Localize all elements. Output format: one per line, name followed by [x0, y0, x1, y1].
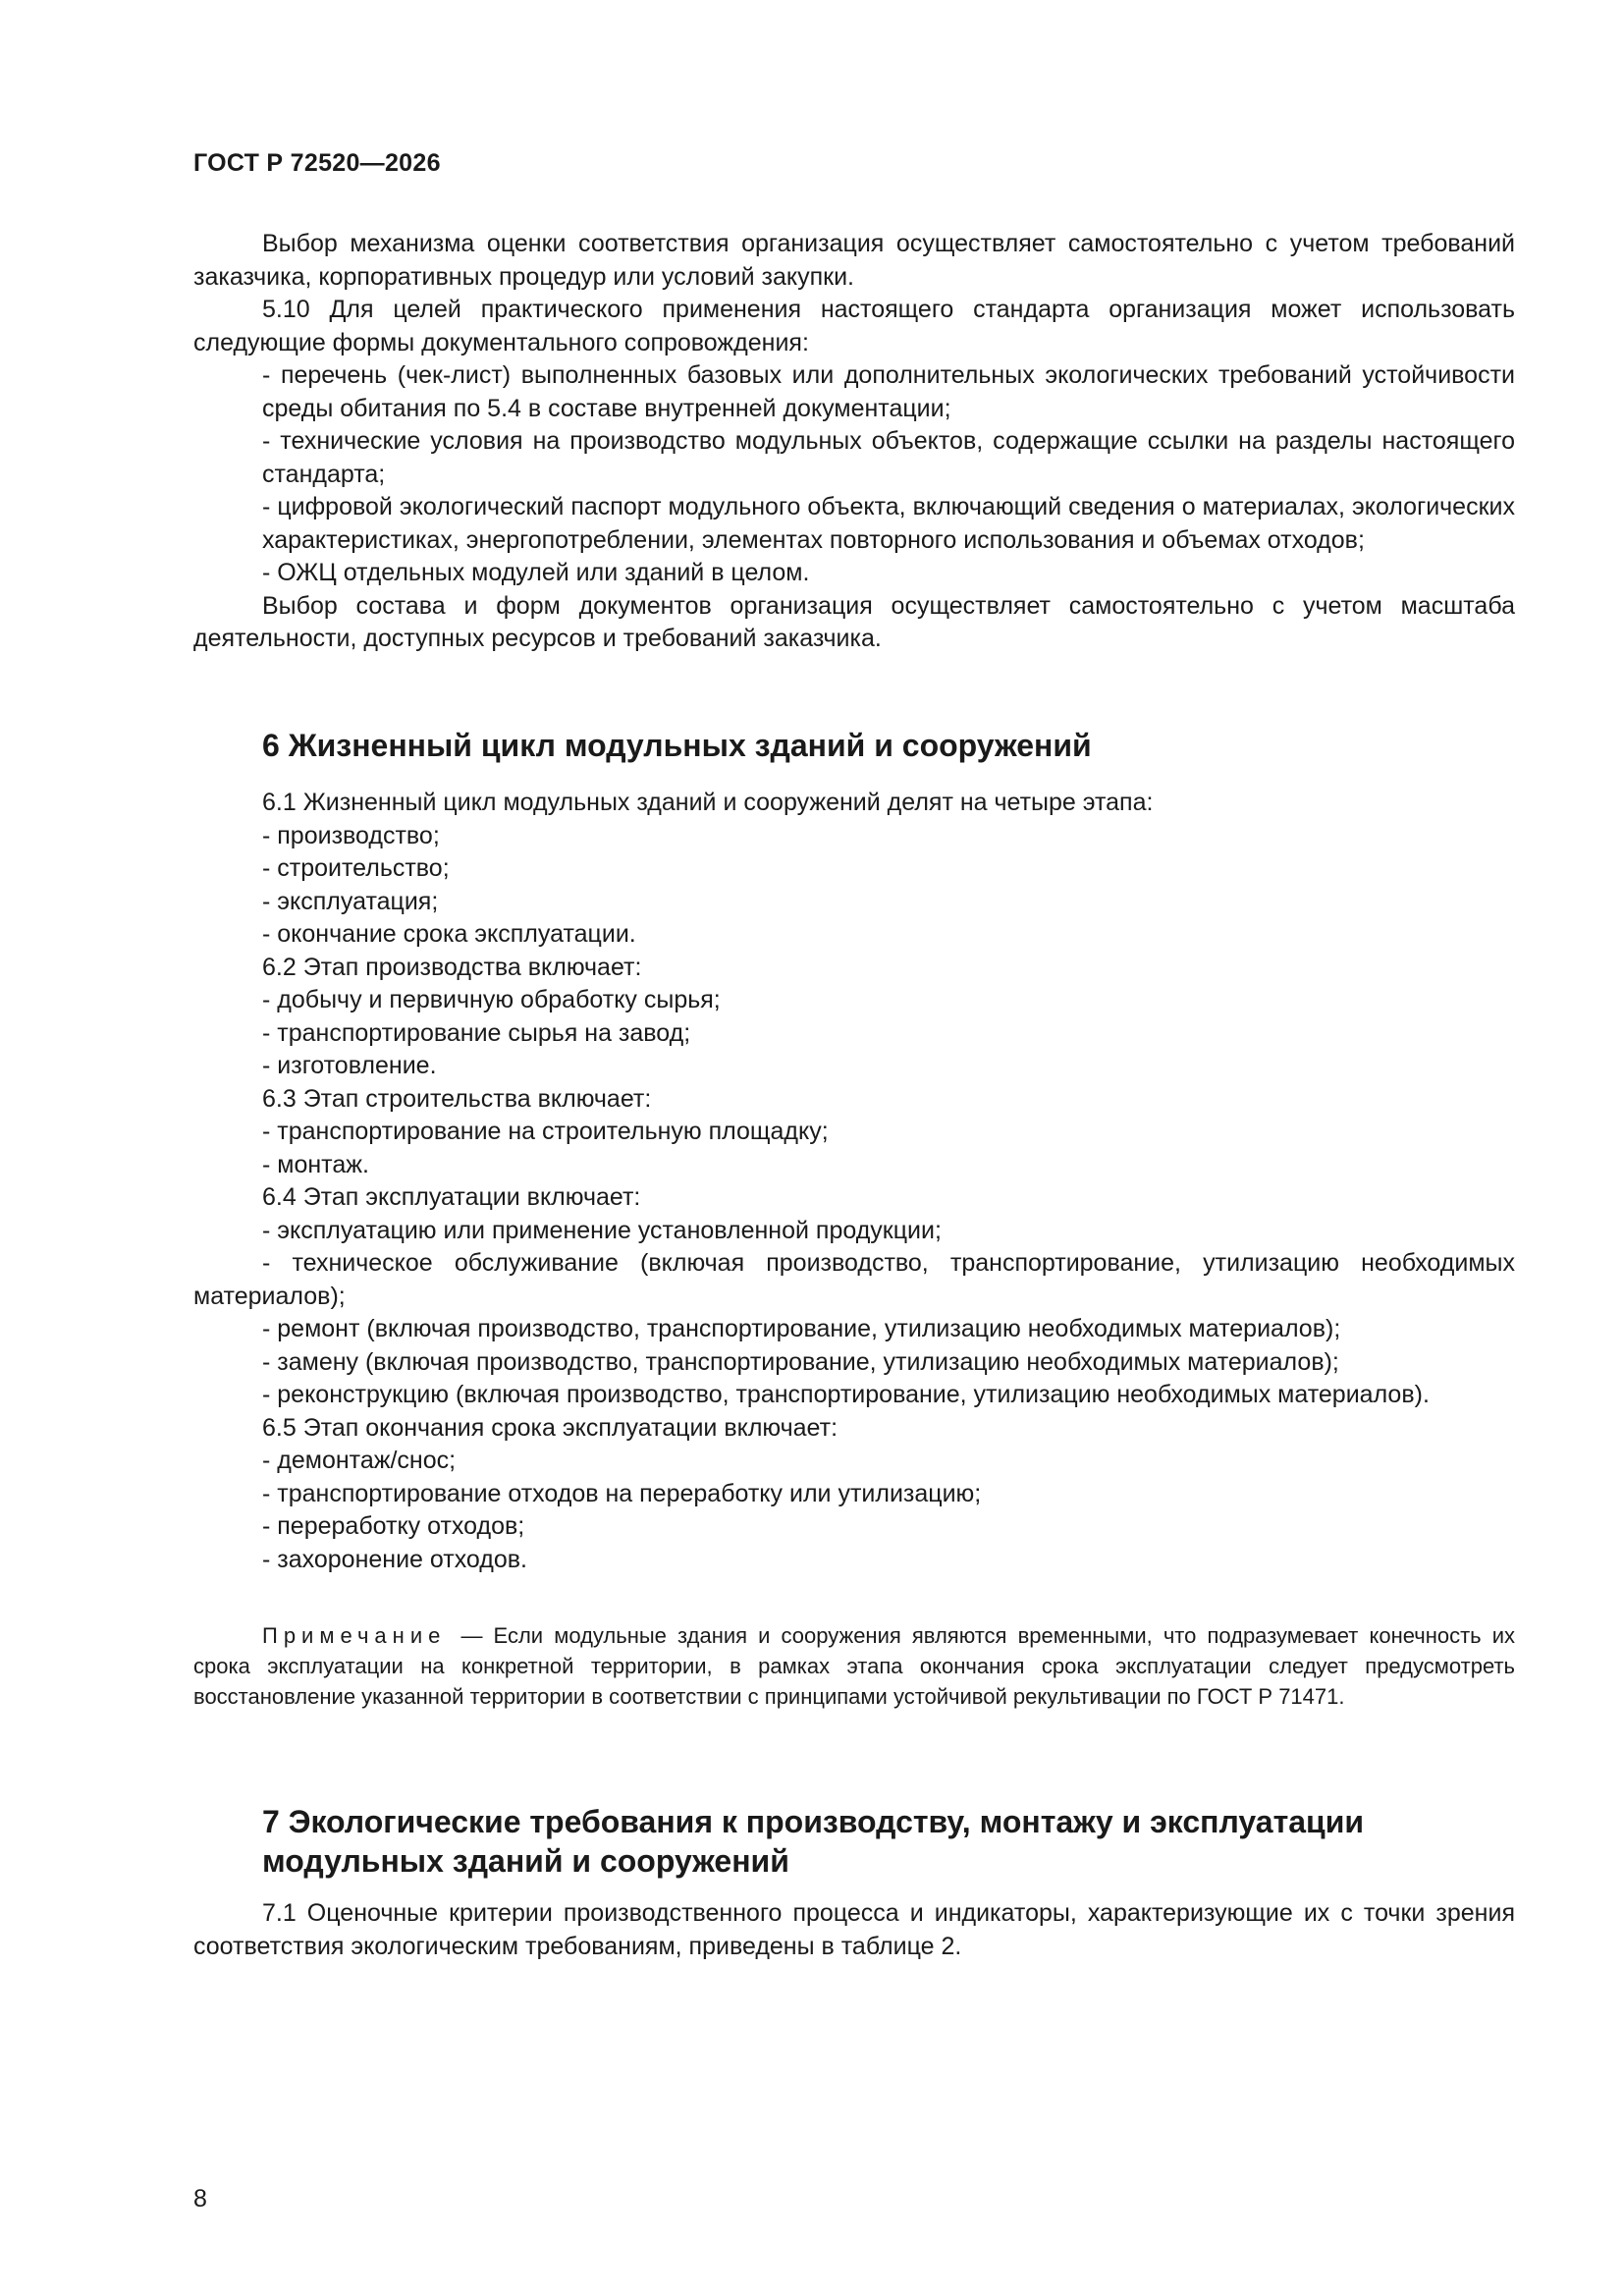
list-item: - техническое обслуживание (включая производство, транспортирование, утилизацию необходимых материалов);	[193, 1249, 1515, 1310]
section-5-continuation	[193, 228, 1515, 656]
list-item: - технические условия на производство модульных объектов, содержащие ссылки на разделы настоящего стандарта;	[262, 427, 1515, 488]
list-item: - транспортирование сырья на завод;	[262, 1018, 691, 1047]
list-item: - окончание срока эксплуатации.	[262, 920, 636, 948]
list-item: - строительство;	[262, 854, 450, 882]
paragraph: Выбор механизма оценки соответствия организация осуществляет самостоятельно с учетом требований заказчика, корпоративных процедур или условий закупки.	[193, 230, 1515, 291]
list-item: - перечень (чек-лист) выполненных базовых или дополнительных экологических требований устойчивости среды обитания по 5.4 в составе внутренней документации;	[262, 361, 1515, 422]
clause-6-2: 6.2 Этап производства включает:	[262, 953, 642, 981]
list-item: - демонтаж/снос;	[262, 1447, 457, 1474]
list-item: - добычу и первичную обработку сырья;	[262, 986, 721, 1013]
section-6-heading: 6 Жизненный цикл модульных зданий и сооружений	[262, 728, 1092, 763]
list-item: - эксплуатацию или применение установленной продукции;	[262, 1216, 942, 1244]
section-7-body	[193, 1897, 1515, 1963]
list-item: - производство;	[262, 821, 440, 849]
list-item: - замену (включая производство, транспортирование, утилизацию необходимых материалов);	[262, 1347, 1339, 1376]
list-item: - транспортирование на строительную площадку;	[262, 1118, 829, 1145]
list-item: - ремонт (включая производство, транспортирование, утилизацию необходимых материалов);	[262, 1315, 1341, 1342]
paragraph: Выбор состава и форм документов организация осуществляет самостоятельно с учетом масштаба деятельности, доступных ресурсов и требований заказчика.	[193, 591, 1515, 652]
list-item: - ОЖЦ отдельных модулей или зданий в целом.	[262, 559, 810, 586]
list-item: - монтаж.	[262, 1150, 369, 1178]
list-item: - транспортирование отходов на переработку или утилизацию;	[262, 1479, 982, 1507]
page-number: 8	[193, 2185, 207, 2213]
section-7-heading	[262, 1802, 1515, 1881]
clause-6-5: 6.5 Этап окончания срока эксплуатации включает:	[262, 1413, 839, 1442]
list-item: - захоронение отходов.	[262, 1545, 527, 1573]
section-7-heading-line-1: 7 Экологические требования к производству, монтажу и эксплуатации	[262, 1804, 1365, 1839]
section-7-heading-line-2: модульных зданий и сооружений	[262, 1843, 789, 1879]
clause-5-10: 5.10 Для целей практического применения настоящего стандарта организация может использовать следующие формы документального сопровождения:	[193, 296, 1515, 356]
note-block	[193, 1620, 1515, 1712]
document-code-header: ГОСТ Р 72520—2026	[193, 149, 441, 177]
clause-6-4: 6.4 Этап эксплуатации включает:	[262, 1183, 641, 1211]
note-text: — Если модульные здания и сооружения являются временными, что подразумевает конечность их срока эксплуатации на конкретной территории, в рамках этапа окончания срока эксплуатации следует предусмотреть восстановление указанной территории в соответствии с принципами устойчивой рекультивации по ГОСТ Р 71471.	[193, 1623, 1515, 1709]
section-6-body	[193, 787, 1515, 1576]
note-label: Примечание	[262, 1623, 447, 1648]
clause-6-3: 6.3 Этап строительства включает:	[262, 1084, 652, 1113]
note-paragraph	[193, 1620, 1515, 1712]
list-item: - реконструкцию (включая производство, транспортирование, утилизацию необходимых материалов).	[262, 1381, 1430, 1408]
list-item: - эксплуатация;	[262, 887, 439, 915]
list-item: - переработку отходов;	[262, 1512, 525, 1540]
clause-7-1: 7.1 Оценочные критерии производственного процесса и индикаторы, характеризующие их с точки зрения соответствия экологическим требованиям, приведены в таблице 2.	[193, 1899, 1515, 1960]
clause-6-1: 6.1 Жизненный цикл модульных зданий и сооружений делят на четыре этапа:	[262, 789, 1154, 816]
list-item: - изготовление.	[262, 1052, 437, 1079]
list-item: - цифровой экологический паспорт модульного объекта, включающий сведения о материалах, экологических характеристиках, энергопотреблении, элементах повторного использования и объемах отходов;	[262, 493, 1515, 554]
